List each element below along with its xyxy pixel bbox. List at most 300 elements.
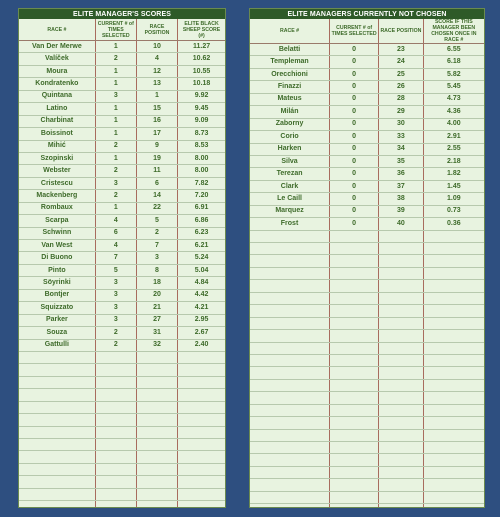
table-row: [250, 118, 484, 130]
empty-cell: [379, 466, 423, 478]
score-cell: 0.73: [423, 205, 484, 217]
manager-name-cell: Van Der Merwe: [19, 41, 95, 53]
empty-cell: [423, 417, 484, 429]
empty-row: [250, 417, 484, 429]
table-row: [19, 202, 225, 214]
race-position-cell: 28: [379, 93, 423, 105]
empty-cell: [136, 439, 177, 451]
empty-row: [250, 392, 484, 404]
race-position-cell: 22: [136, 202, 177, 214]
empty-cell: [250, 392, 330, 404]
column-header: CURRENT # of TIMES SELECTED: [330, 19, 379, 44]
empty-cell: [178, 389, 225, 401]
score-cell: 5.04: [178, 264, 225, 276]
times-selected-cell: 0: [330, 56, 379, 68]
table-row: [250, 131, 484, 143]
table-row: [250, 193, 484, 205]
race-position-cell: 5: [136, 215, 177, 227]
score-cell: 4.00: [423, 118, 484, 130]
score-cell: 8.00: [178, 165, 225, 177]
empty-cell: [423, 491, 484, 503]
score-cell: 6.21: [178, 240, 225, 252]
times-selected-cell: 1: [95, 115, 136, 127]
table-row: [250, 168, 484, 180]
empty-cell: [379, 354, 423, 366]
race-position-cell: 1: [136, 90, 177, 102]
times-selected-cell: 1: [95, 78, 136, 90]
empty-cell: [423, 354, 484, 366]
empty-row: [250, 292, 484, 304]
empty-row: [250, 379, 484, 391]
empty-row: [250, 305, 484, 317]
empty-cell: [136, 364, 177, 376]
empty-cell: [423, 404, 484, 416]
table-row: [19, 140, 225, 152]
times-selected-cell: 3: [95, 289, 136, 301]
table-row: [19, 264, 225, 276]
table-row: [19, 190, 225, 202]
empty-cell: [379, 267, 423, 279]
empty-row: [19, 376, 225, 388]
empty-cell: [423, 243, 484, 255]
empty-cell: [379, 367, 423, 379]
empty-cell: [379, 417, 423, 429]
manager-name-cell: Frost: [250, 218, 330, 230]
empty-cell: [423, 342, 484, 354]
times-selected-cell: 0: [330, 131, 379, 143]
empty-cell: [330, 342, 379, 354]
table-row: [19, 302, 225, 314]
race-position-cell: 32: [136, 339, 177, 351]
score-cell: 2.40: [178, 339, 225, 351]
times-selected-cell: 2: [95, 190, 136, 202]
empty-cell: [379, 330, 423, 342]
manager-name-cell: Rombaux: [19, 202, 95, 214]
manager-name-cell: Pinto: [19, 264, 95, 276]
empty-cell: [95, 476, 136, 488]
empty-cell: [95, 401, 136, 413]
empty-cell: [330, 379, 379, 391]
score-cell: 5.45: [423, 81, 484, 93]
times-selected-cell: 5: [95, 264, 136, 276]
race-position-cell: 3: [136, 252, 177, 264]
column-header: SCORE IF THIS MANAGER BEEN CHOSEN ONCE IN RACE #: [423, 19, 484, 44]
manager-name-cell: Cristescu: [19, 177, 95, 189]
manager-name-cell: Silva: [250, 155, 330, 167]
empty-cell: [250, 442, 330, 454]
empty-cell: [330, 280, 379, 292]
table-row: [250, 81, 484, 93]
empty-cell: [330, 504, 379, 508]
manager-name-cell: Boissinot: [19, 128, 95, 140]
empty-cell: [330, 392, 379, 404]
table-row: [19, 53, 225, 65]
empty-cell: [250, 280, 330, 292]
empty-cell: [178, 463, 225, 475]
manager-name-cell: Szopinski: [19, 152, 95, 164]
empty-row: [250, 255, 484, 267]
empty-cell: [423, 305, 484, 317]
empty-cell: [19, 439, 95, 451]
empty-row: [250, 317, 484, 329]
race-position-cell: 29: [379, 106, 423, 118]
race-position-cell: 21: [136, 302, 177, 314]
race-position-cell: 11: [136, 165, 177, 177]
empty-cell: [250, 230, 330, 242]
manager-name-cell: Finazzi: [250, 81, 330, 93]
empty-cell: [136, 476, 177, 488]
empty-cell: [423, 479, 484, 491]
empty-cell: [178, 351, 225, 363]
empty-cell: [330, 442, 379, 454]
manager-name-cell: Zaborny: [250, 118, 330, 130]
table-row: [19, 152, 225, 164]
manager-name-cell: Charbinat: [19, 115, 95, 127]
times-selected-cell: 0: [330, 205, 379, 217]
race-position-cell: 7: [136, 240, 177, 252]
table-row: [19, 339, 225, 351]
empty-cell: [95, 389, 136, 401]
table-row: [250, 44, 484, 56]
empty-cell: [250, 479, 330, 491]
manager-name-cell: Söyrinki: [19, 277, 95, 289]
empty-cell: [379, 342, 423, 354]
empty-row: [250, 429, 484, 441]
score-cell: 2.55: [423, 143, 484, 155]
empty-row: [19, 476, 225, 488]
empty-cell: [423, 255, 484, 267]
empty-cell: [379, 230, 423, 242]
manager-name-cell: Kondratenko: [19, 78, 95, 90]
table-title: ELITE MANAGER'S SCORES: [19, 9, 225, 19]
empty-cell: [330, 230, 379, 242]
empty-cell: [330, 292, 379, 304]
empty-row: [250, 243, 484, 255]
empty-cell: [423, 379, 484, 391]
times-selected-cell: 2: [95, 327, 136, 339]
score-cell: 4.36: [423, 106, 484, 118]
empty-row: [19, 351, 225, 363]
empty-cell: [95, 451, 136, 463]
score-cell: 10.55: [178, 65, 225, 77]
table-row: [19, 240, 225, 252]
score-cell: 6.86: [178, 215, 225, 227]
empty-cell: [330, 354, 379, 366]
empty-cell: [136, 501, 177, 508]
empty-cell: [250, 454, 330, 466]
empty-cell: [423, 392, 484, 404]
times-selected-cell: 3: [95, 314, 136, 326]
empty-cell: [95, 426, 136, 438]
score-cell: 7.20: [178, 190, 225, 202]
empty-cell: [178, 476, 225, 488]
times-selected-cell: 3: [95, 302, 136, 314]
score-cell: 1.45: [423, 180, 484, 192]
manager-name-cell: Quintana: [19, 90, 95, 102]
table-row: [19, 177, 225, 189]
empty-row: [250, 342, 484, 354]
empty-cell: [250, 491, 330, 503]
times-selected-cell: 0: [330, 93, 379, 105]
column-header: RACE #: [19, 19, 95, 41]
empty-cell: [330, 491, 379, 503]
race-position-cell: 18: [136, 277, 177, 289]
empty-row: [250, 491, 484, 503]
race-position-cell: 9: [136, 140, 177, 152]
empty-row: [250, 330, 484, 342]
empty-row: [250, 404, 484, 416]
empty-row: [250, 280, 484, 292]
empty-row: [19, 501, 225, 508]
manager-name-cell: Moura: [19, 65, 95, 77]
empty-cell: [136, 488, 177, 500]
score-cell: 9.09: [178, 115, 225, 127]
empty-cell: [423, 442, 484, 454]
empty-cell: [379, 243, 423, 255]
empty-cell: [136, 351, 177, 363]
empty-cell: [379, 479, 423, 491]
empty-cell: [330, 330, 379, 342]
empty-row: [250, 466, 484, 478]
empty-cell: [423, 317, 484, 329]
empty-cell: [178, 451, 225, 463]
table-row: [19, 78, 225, 90]
managers-not-chosen-table: [250, 9, 484, 508]
empty-cell: [95, 364, 136, 376]
race-position-cell: 13: [136, 78, 177, 90]
empty-cell: [330, 317, 379, 329]
empty-cell: [19, 401, 95, 413]
manager-name-cell: Gattulli: [19, 339, 95, 351]
times-selected-cell: 4: [95, 215, 136, 227]
score-cell: 6.91: [178, 202, 225, 214]
table-row: [19, 289, 225, 301]
table-row: [19, 128, 225, 140]
manager-name-cell: Scarpa: [19, 215, 95, 227]
empty-cell: [19, 351, 95, 363]
empty-cell: [250, 379, 330, 391]
empty-cell: [379, 491, 423, 503]
race-position-cell: 12: [136, 65, 177, 77]
manager-name-cell: Belatti: [250, 44, 330, 56]
empty-cell: [423, 454, 484, 466]
empty-cell: [330, 255, 379, 267]
column-header: CURRENT # of TIMES SELECTED: [95, 19, 136, 41]
manager-name-cell: Mihić: [19, 140, 95, 152]
empty-cell: [330, 479, 379, 491]
manager-name-cell: Milán: [250, 106, 330, 118]
managers-not-chosen-panel: [249, 8, 485, 508]
race-position-cell: 39: [379, 205, 423, 217]
race-position-cell: 15: [136, 103, 177, 115]
times-selected-cell: 1: [95, 128, 136, 140]
manager-name-cell: Di Buono: [19, 252, 95, 264]
empty-cell: [95, 463, 136, 475]
empty-cell: [95, 488, 136, 500]
times-selected-cell: 0: [330, 180, 379, 192]
race-position-cell: 35: [379, 155, 423, 167]
empty-cell: [136, 426, 177, 438]
empty-cell: [423, 429, 484, 441]
race-position-cell: 10: [136, 41, 177, 53]
manager-name-cell: Orecchioni: [250, 68, 330, 80]
race-position-cell: 27: [136, 314, 177, 326]
manager-name-cell: Mateus: [250, 93, 330, 105]
empty-cell: [250, 305, 330, 317]
elite-manager-scores-panel: [18, 8, 226, 508]
empty-cell: [19, 463, 95, 475]
table-row: [19, 252, 225, 264]
times-selected-cell: 4: [95, 240, 136, 252]
score-cell: 6.18: [423, 56, 484, 68]
empty-row: [250, 504, 484, 508]
score-cell: 2.91: [423, 131, 484, 143]
manager-name-cell: Schwinn: [19, 227, 95, 239]
manager-name-cell: Bontjer: [19, 289, 95, 301]
score-cell: 6.55: [423, 44, 484, 56]
score-cell: 11.27: [178, 41, 225, 53]
empty-cell: [379, 392, 423, 404]
race-position-cell: 8: [136, 264, 177, 276]
score-cell: 9.92: [178, 90, 225, 102]
table-row: [250, 68, 484, 80]
table-row: [19, 327, 225, 339]
manager-name-cell: Latino: [19, 103, 95, 115]
empty-row: [250, 454, 484, 466]
score-cell: 2.18: [423, 155, 484, 167]
race-position-cell: 24: [379, 56, 423, 68]
column-header: RACE #: [250, 19, 330, 44]
empty-cell: [19, 389, 95, 401]
empty-cell: [250, 354, 330, 366]
empty-cell: [19, 364, 95, 376]
empty-cell: [379, 379, 423, 391]
times-selected-cell: 0: [330, 68, 379, 80]
race-position-cell: 26: [379, 81, 423, 93]
score-cell: 10.18: [178, 78, 225, 90]
column-header: ELITE BLACK SHEEP SCORE (#): [178, 19, 225, 41]
table-row: [250, 205, 484, 217]
times-selected-cell: 0: [330, 44, 379, 56]
empty-cell: [95, 376, 136, 388]
race-position-cell: 36: [379, 168, 423, 180]
empty-cell: [423, 466, 484, 478]
score-cell: 8.53: [178, 140, 225, 152]
times-selected-cell: 0: [330, 168, 379, 180]
empty-cell: [423, 504, 484, 508]
times-selected-cell: 1: [95, 41, 136, 53]
table-row: [19, 115, 225, 127]
race-position-cell: 33: [379, 131, 423, 143]
manager-name-cell: Le Caill: [250, 193, 330, 205]
times-selected-cell: 0: [330, 218, 379, 230]
manager-name-cell: Clark: [250, 180, 330, 192]
empty-cell: [330, 417, 379, 429]
empty-row: [19, 488, 225, 500]
empty-cell: [330, 404, 379, 416]
manager-name-cell: Webster: [19, 165, 95, 177]
times-selected-cell: 1: [95, 202, 136, 214]
race-position-cell: 4: [136, 53, 177, 65]
table-row: [19, 65, 225, 77]
empty-cell: [95, 351, 136, 363]
empty-cell: [136, 376, 177, 388]
empty-cell: [250, 317, 330, 329]
manager-name-cell: Mackenberg: [19, 190, 95, 202]
empty-cell: [379, 317, 423, 329]
empty-cell: [250, 417, 330, 429]
manager-name-cell: Corio: [250, 131, 330, 143]
empty-cell: [178, 426, 225, 438]
manager-name-cell: Templeman: [250, 56, 330, 68]
manager-name-cell: Valíček: [19, 53, 95, 65]
empty-cell: [379, 404, 423, 416]
empty-row: [19, 439, 225, 451]
empty-cell: [330, 466, 379, 478]
empty-cell: [250, 267, 330, 279]
empty-cell: [250, 429, 330, 441]
race-position-cell: 2: [136, 227, 177, 239]
empty-cell: [250, 330, 330, 342]
empty-cell: [178, 364, 225, 376]
empty-cell: [250, 255, 330, 267]
times-selected-cell: 0: [330, 193, 379, 205]
empty-row: [19, 414, 225, 426]
empty-cell: [178, 501, 225, 508]
empty-row: [19, 401, 225, 413]
times-selected-cell: 7: [95, 252, 136, 264]
table-row: [250, 106, 484, 118]
race-position-cell: 16: [136, 115, 177, 127]
empty-cell: [136, 414, 177, 426]
times-selected-cell: 0: [330, 106, 379, 118]
empty-cell: [19, 414, 95, 426]
times-selected-cell: 1: [95, 65, 136, 77]
race-position-cell: 20: [136, 289, 177, 301]
empty-cell: [250, 367, 330, 379]
race-position-cell: 40: [379, 218, 423, 230]
column-header: RACE POSITION: [379, 19, 423, 44]
race-position-cell: 34: [379, 143, 423, 155]
empty-cell: [19, 426, 95, 438]
times-selected-cell: 1: [95, 103, 136, 115]
empty-row: [19, 451, 225, 463]
empty-cell: [95, 439, 136, 451]
empty-cell: [379, 255, 423, 267]
empty-cell: [330, 429, 379, 441]
times-selected-cell: 2: [95, 165, 136, 177]
score-cell: 4.21: [178, 302, 225, 314]
empty-row: [250, 479, 484, 491]
empty-cell: [250, 342, 330, 354]
manager-name-cell: Souza: [19, 327, 95, 339]
empty-cell: [19, 488, 95, 500]
empty-cell: [178, 488, 225, 500]
empty-cell: [423, 292, 484, 304]
score-cell: 5.82: [423, 68, 484, 80]
race-position-cell: 23: [379, 44, 423, 56]
empty-cell: [178, 414, 225, 426]
empty-cell: [250, 292, 330, 304]
empty-cell: [379, 280, 423, 292]
score-cell: 7.82: [178, 177, 225, 189]
elite-manager-scores-table: [19, 9, 225, 508]
empty-cell: [379, 292, 423, 304]
score-cell: 4.84: [178, 277, 225, 289]
empty-cell: [330, 305, 379, 317]
empty-row: [19, 389, 225, 401]
empty-cell: [250, 504, 330, 508]
